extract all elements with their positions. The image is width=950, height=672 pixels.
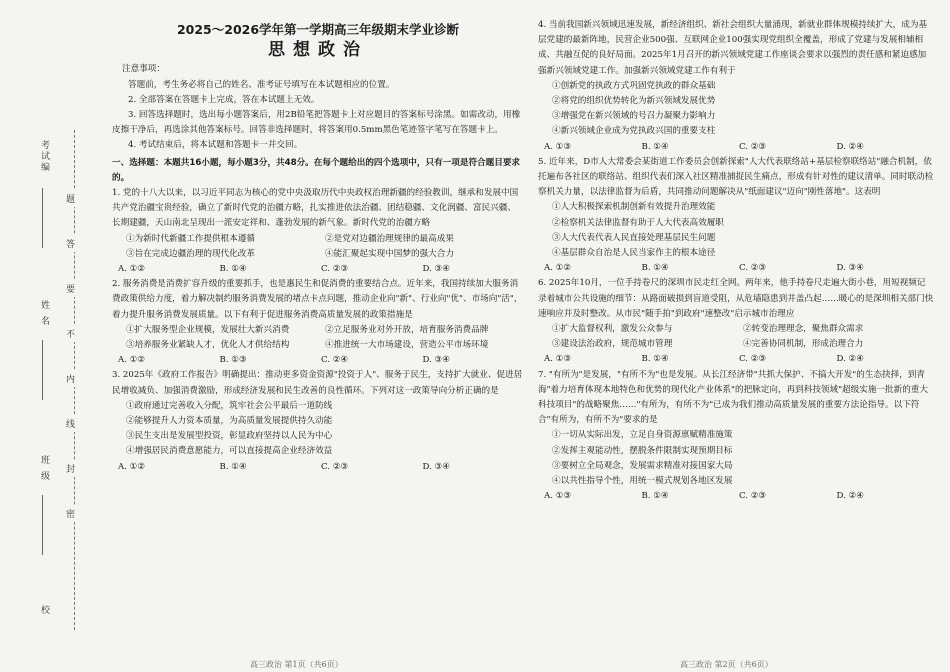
- answer-choices: [544, 261, 934, 276]
- exam-title: 2025～2026学年第一学期高三年级期末学业诊断: [176, 22, 460, 37]
- question-3: [112, 368, 524, 474]
- option: ②发挥主观能动性，摆脱条件限制实现预期目标: [552, 445, 733, 456]
- option: ①扩大服务型企业规模，发展壮大新兴消费: [126, 324, 290, 335]
- option: ①创新党的执政方式巩固党执政的群众基础: [552, 80, 716, 91]
- left-page: [112, 18, 524, 475]
- class-line: [42, 495, 43, 555]
- option: ①一切从实际出发，立足自身资源禀赋精准施策: [552, 430, 733, 441]
- answer-choice: B. ①④: [219, 264, 247, 275]
- answer-choice: B. ①③: [219, 355, 247, 366]
- question-4: [538, 18, 934, 155]
- answer-choice: A. ①②: [118, 264, 146, 275]
- answer-choice: A. ①③: [544, 141, 572, 152]
- question-stem: 1. 党的十八大以来，以习近平同志为核心的党中央汲取历代中央政权治理新疆的经验教训，继承和发展中国共产党治疆宝贵经验，确立了新时代党的治疆方略，扎实推进依法治疆、团结稳疆、文化润疆、富民兴疆、长期建疆，天山南北呈现出一派安定祥和、蓬勃发展的新气象。新时代党的治疆方略: [112, 188, 519, 229]
- answer-choice: A. ①③: [544, 491, 572, 502]
- answer-choice: C. ②④: [321, 355, 349, 366]
- option: ④增强居民消费意愿能力，可以直接提高企业经济效益: [126, 446, 333, 457]
- option: ③建设法治政府，规范城市管理: [552, 339, 673, 350]
- question-stem: 5. 近年来，D市人大常委会某街道工作委员会创新探索"人大代表联络站+基层检察联络站"融合机制，依托遍布各社区的联络站、组织代表们深入社区精准捕捉民生痛点，形成有针对性的建议清单。同时联动检察机关力量，以法律监督为后盾，共同推动问题解决从"纸面建议"迈向"刚性落地"。这表明: [538, 156, 934, 198]
- option: ①政府通过完善收入分配，筑牢社会公平最后一道防线: [126, 400, 333, 411]
- answer-choice: A. ①②: [118, 355, 146, 366]
- option: ④完善协同机制，形成治理合力: [743, 339, 864, 350]
- option: ①扩大监督权利，激发公众参与: [552, 324, 673, 335]
- answer-choice: D. ②④: [836, 491, 864, 502]
- answer-choices: [544, 352, 934, 367]
- class-label: 班 级: [39, 455, 49, 482]
- answer-choice: B. ①④: [641, 354, 669, 365]
- cut-word: 封: [66, 460, 75, 477]
- cut-word: 题: [66, 190, 75, 207]
- answer-choice: A. ①②: [118, 461, 146, 472]
- notice-item: 4. 考试结束后，将本试题和答题卡一并交回。: [128, 140, 303, 151]
- exam-number-line: [42, 188, 43, 248]
- option-row: [126, 338, 524, 353]
- answer-choice: B. ①④: [641, 491, 669, 502]
- option: ③旨在完成边疆治理的现代化改革: [126, 248, 255, 259]
- option: ②检察机关法律监督有助于人大代表高效履职: [552, 217, 724, 228]
- option: ②转变治理理念，聚焦群众需求: [743, 324, 864, 335]
- cut-word: 密: [66, 505, 75, 522]
- footer-left: 高三政治 第1页（共6页）: [250, 660, 343, 669]
- answer-choice: D. ③④: [422, 355, 450, 366]
- cut-word: 不: [66, 325, 75, 342]
- right-page: [538, 18, 934, 505]
- footer-right: 高三政治 第2页（共6页）: [680, 660, 773, 669]
- cut-word: 要: [66, 280, 75, 297]
- answer-choice: C. ②③: [321, 461, 349, 472]
- option: ③民生支出是发展型投资，彰显政府坚持以人民为中心: [126, 431, 333, 442]
- answer-choice: D. ②④: [836, 141, 864, 152]
- option-row: [126, 247, 524, 262]
- question-stem: 3. 2025年《政府工作报告》明确提出：推动更多资金资源"投资于人"、服务于民生，支持扩大就业、促进居民增收减负、加强消费激励，形成经济发展和民生改善的良性循环。下列对这一政策导向分析正确的是: [112, 370, 523, 396]
- name-line: [42, 340, 43, 400]
- option: ②立足服务业对外开放，培育服务消费品牌: [325, 324, 489, 335]
- notice-item: 3. 回答选择题时，选出每小题答案后，用2B铅笔把答题卡上对应题目的答案标号涂黑。如需改动，用橡皮擦干净后，再选涂其他答案标号。回答非选择题时，将答案用0.5mm黑色笔迹签字笔写在答题卡上。: [112, 110, 521, 136]
- answer-choice: D. ③④: [422, 264, 450, 275]
- option: ④推进统一大市场建设，营造公平市场环境: [325, 340, 489, 351]
- answer-choice: D. ③④: [422, 461, 450, 472]
- answer-choices: [544, 140, 934, 155]
- question-stem: 2. 服务消费是消费扩容升级的重要抓手，也是惠民生和促消费的重要结合点。近年来，我国持续加大服务消费政策供给力度，着力解决制约服务消费发展的堵点卡点问题，推动企业向"新"、行业向"优"、市场向"活"，着力提升服务消费发展质量。以下有利于促进服务消费高质量发展的政策措施是: [112, 279, 523, 320]
- option: ③要树立全局观念，发展需求精准对接国家大局: [552, 460, 733, 471]
- answer-choice: C. ②③: [739, 491, 767, 502]
- answer-choices: [118, 262, 524, 277]
- answer-choices: [118, 353, 524, 368]
- answer-choice: B. ①④: [641, 263, 669, 274]
- question-stem: 4. 当前我国新兴领域迅速发展，新经济组织、新社会组织大量涌现，新就业群体规模持续扩大，成为基层党建的最新阵地，民营企业500强、互联网企业100强实现党组织全覆盖，形成了党建与发展相辅相成、共融互促的良好局面。2025年1月召开的新兴领域党建工作座谈会要求以强烈的责任感和紧迫感加强新兴领域党建工作。加强新兴领域党建工作有利于: [538, 20, 928, 76]
- option-row: [552, 337, 934, 352]
- cut-word: 答: [66, 235, 75, 252]
- section-heading: 一、选择题：本题共16小题，每小题3分，共48分。在每个题给出的四个选项中，只有一项是符合题目要求的。: [112, 157, 521, 183]
- option-row: [552, 322, 934, 337]
- question-5: [538, 155, 934, 277]
- notice-item: 2. 全部答案在答题卡上完成，答在本试题上无效。: [128, 94, 320, 105]
- question-1: [112, 186, 524, 277]
- answer-choice: C. ②③: [739, 141, 767, 152]
- option: ④基层群众自治是人民当家作主的根本途径: [552, 248, 716, 259]
- question-stem: 7. "有所为"是发展，"有所不为"也是发展。从长江经济带"共抓大保护、不搞大开发"的生态抉择，到青海"着力培育体现本地特色和优势的现代化产业体系"的把脉定向，再到科技领域"超级实施一批新的重大科技项目"的战略聚焦……"有所为，有所不为"已成为我们推动高质量发展的重要方法论指导。以下符合"有所为，有所不为"要求的是: [538, 369, 928, 426]
- question-2: [112, 277, 524, 368]
- option: ②能够提升人力资本质量，为高质量发展提供持久动能: [126, 416, 333, 427]
- question-6: [538, 276, 934, 367]
- exam-number-label: 考试编: [39, 140, 49, 173]
- answer-choice: B. ①④: [219, 461, 247, 472]
- option: ③增强党在新兴领域的号召力凝聚力影响力: [552, 111, 716, 122]
- option: ②将党的组织优势转化为新兴领域发展优势: [552, 96, 716, 107]
- answer-choice: A. ①③: [544, 354, 572, 365]
- answer-choice: C. ②③: [321, 264, 349, 275]
- option: ④新兴领域企业成为党执政兴国的重要支柱: [552, 126, 716, 137]
- question-7: [538, 368, 934, 505]
- binding-margin: [0, 0, 110, 672]
- answer-choice: A. ①②: [544, 263, 572, 274]
- option: ①人大积极探索机制创新有效提升治理效能: [552, 202, 716, 213]
- question-stem: 6. 2025年10月，一位手持卷尺的深圳市民走红全网。两年来，他手持卷尺走遍大街小巷，用短视频记录着城市公共设施的细节：从路面破损到盲道受阻，从危墙隐患到井盖凸起……暖心的是深圳相关部门快速响应并及时整改。从市民"随手拍"到政府"速整改"启示城市治理应: [538, 278, 934, 319]
- option: ③人大代表代表人民直接处理基层民生问题: [552, 232, 716, 243]
- answer-choices: [544, 489, 934, 504]
- option-row: [126, 232, 524, 247]
- name-label: 姓 名: [39, 300, 49, 327]
- option: ④能汇聚起实现中国梦的强大合力: [325, 248, 454, 259]
- answer-choice: D. ②④: [836, 354, 864, 365]
- option: ①为新时代新疆工作提供根本遵循: [126, 233, 255, 244]
- option: ④以共性指导个性，用统一模式规划各地区发展: [552, 476, 733, 487]
- notice-heading: 注意事项：: [122, 64, 165, 75]
- answer-choice: C. ②③: [739, 354, 767, 365]
- option: ②是党对边疆治理规律的最高成果: [325, 233, 454, 244]
- school-label: 校: [39, 605, 49, 616]
- subject-title: 思想政治: [268, 40, 368, 61]
- answer-choices: [118, 460, 524, 475]
- answer-choice: D. ③④: [836, 263, 864, 274]
- answer-choice: B. ①④: [641, 141, 669, 152]
- cut-word: 内: [66, 370, 75, 387]
- answer-choice: C. ②③: [739, 263, 767, 274]
- option: ③培养服务业紧缺人才，优化人才供给结构: [126, 340, 290, 351]
- notice-item: 答题前，考生务必将自己的姓名、准考证号填写在本试题相应的位置。: [128, 79, 395, 90]
- cut-word: 线: [66, 415, 75, 432]
- option-row: [126, 323, 524, 338]
